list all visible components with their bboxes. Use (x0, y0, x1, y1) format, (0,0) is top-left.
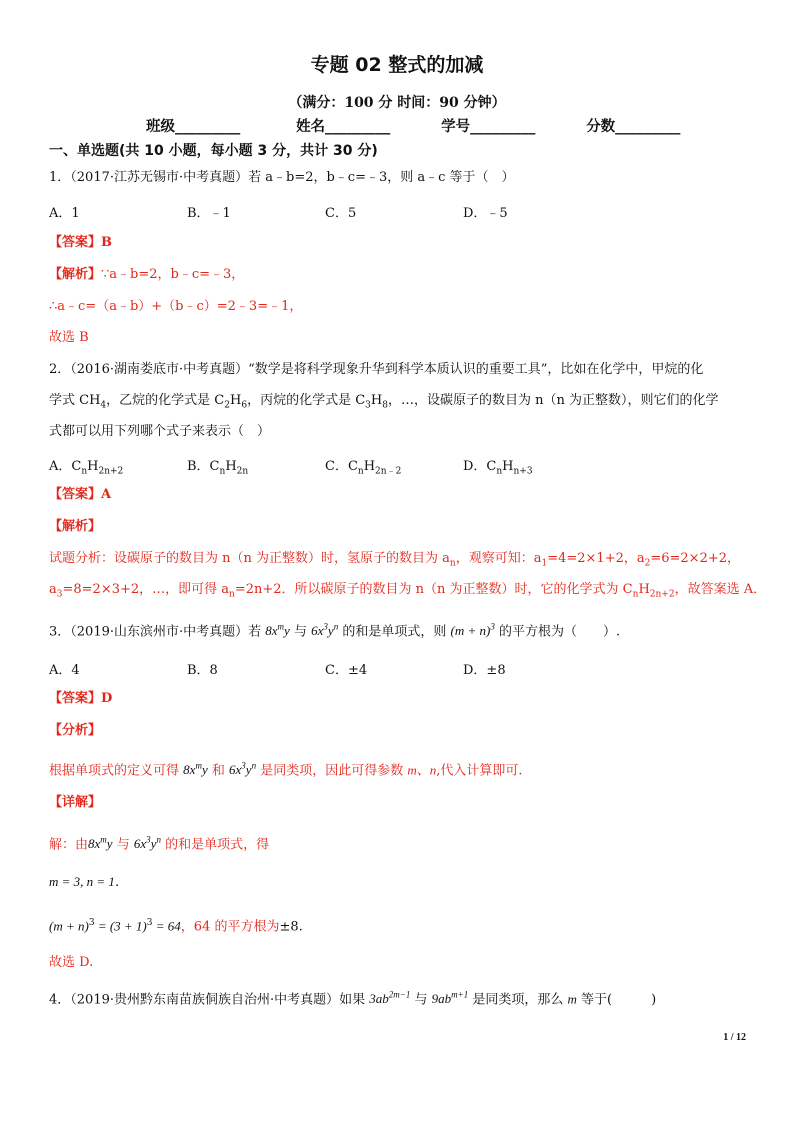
q2-analysis-label: 【解析】 (49, 519, 102, 534)
exam-subtitle: （满分：100 分 时间：90 分钟） (288, 95, 506, 111)
q1-conclusion: 故选 B (49, 330, 89, 345)
q1-stem: 1．（2017·江苏无锡市·中考真题）若 a﹣b=2，b﹣c=﹣3，则 a﹣c 等于（ ） (49, 170, 515, 185)
page-number: 1 / 12 (723, 1032, 746, 1043)
q1-analysis-label: 【解析】 (49, 267, 102, 282)
q4-term-2: $9ab^{m+1}$ (431, 990, 469, 1007)
q3-conclusion: 故选 D. (49, 955, 94, 970)
q3-analysis: 根据单项式的定义可得 $8x^my$ 和 $6x^3y^n$ 是同类项，因此可得参数 m、n,代入计算即可. (49, 761, 523, 779)
q3-expression: $(m + n)^3$ (450, 622, 495, 639)
q2-option-c: C．$C_nH_{2n﹣2}$ (325, 459, 402, 477)
q2-analysis-line2: $a_3=8=2\times 3+2$，…，即可得 $a_n=2n+2$．所以碳原子的数目为 n（n 为正整数）时，它的化学式为 $C_nH_{2n+2}$，故答案选 A． (49, 582, 767, 600)
q2-answer: 【答案】A (49, 487, 112, 502)
q2-option-d: D．$C_nH_{n+3}$ (463, 459, 533, 477)
q4-term-1: $3ab^{2m-1}$ (369, 990, 411, 1007)
q1-analysis-line2: ∴a﹣c=（a﹣b）+（b﹣c）=2﹣3=﹣1， (49, 299, 303, 314)
section-heading: 一、单选题(共 10 小题，每小题 3 分，共计 30 分) (49, 143, 378, 159)
q2-stem-line1: 2．（2016·湖南娄底市·中考真题）“数学是将科学现象升华到科学本质认识的重要工具”，比如在化学中，甲烷的化 (49, 362, 704, 377)
class-field: 班级_________ (146, 118, 241, 135)
q2-option-b: B．$C_nH_{2n}$ (187, 459, 249, 477)
q1-option-a: A．1 (49, 206, 80, 221)
page-title: 专题 02 整式的加减 (310, 54, 484, 76)
q4-stem: 4．（2019·贵州黔东南苗族侗族自治州·中考真题）如果 $3ab^{2m-1}$ 与 $9ab^{m+1}$ 是同类项，那么 m 等于( ) (49, 990, 657, 1008)
q3-result-2: $(m + n)^3 = (3 + 1)^3 = 64$，64 的平方根为±8. (49, 918, 303, 935)
q1-analysis-line1: 【解析】∵a﹣b=2，b﹣c=﹣3， (49, 267, 245, 282)
q3-detail-label: 【详解】 (49, 795, 102, 810)
q3-analysis-label: 【分析】 (49, 723, 102, 738)
q3-option-d: D．±8 (463, 663, 506, 678)
q3-stem: 3．（2019·山东滨州市·中考真题）若 $8x^my$ 与 $6x^3y^n$ 的和是单项式，则 $(m + n)^3$ 的平方根为（ ）. (49, 622, 621, 640)
q1-option-c: C．5 (325, 206, 357, 221)
q3-answer: 【答案】D (49, 691, 113, 706)
q1-answer: 【答案】B (49, 235, 112, 250)
q1-option-b: B．﹣1 (187, 206, 231, 221)
q2-stem-line3: 式都可以用下列哪个式子来表示（ ） (49, 424, 271, 439)
q3-option-c: C．±4 (325, 663, 368, 678)
q2-analysis-line1: 试题分析：设碳原子的数目为 n（n 为正整数）时，氢原子的数目为 $a_n$，观察可知：$a_1=4=2\times 1+2$，$a_2=6=2\times 2+2$， (49, 551, 740, 569)
q3-option-b: B．8 (187, 663, 218, 678)
q3-result-1: m = 3, n = 1. (49, 874, 120, 890)
q3-term-1: $8x^my$ (265, 622, 290, 639)
q2-option-a: A．$C_nH_{2n+2}$ (49, 459, 124, 477)
q3-term-2: $6x^3y^n$ (311, 622, 339, 639)
student-id-field: 学号_________ (441, 118, 536, 135)
q1-option-d: D．﹣5 (463, 206, 508, 221)
q3-detail: 解：由$8x^my$ 与 $6x^3y^n$ 的和是单项式，得 (49, 835, 270, 853)
q3-option-a: A．4 (49, 663, 80, 678)
name-field: 姓名_________ (296, 118, 391, 135)
q2-stem-line2: 学式 $CH_4$，乙烷的化学式是 $C_2H_6$，丙烷的化学式是 $C_3H_8$，…，设碳原子的数目为 n（n 为正整数），则它们的化学 (49, 393, 719, 411)
score-field: 分数_________ (586, 118, 681, 135)
student-info-row (146, 115, 746, 136)
